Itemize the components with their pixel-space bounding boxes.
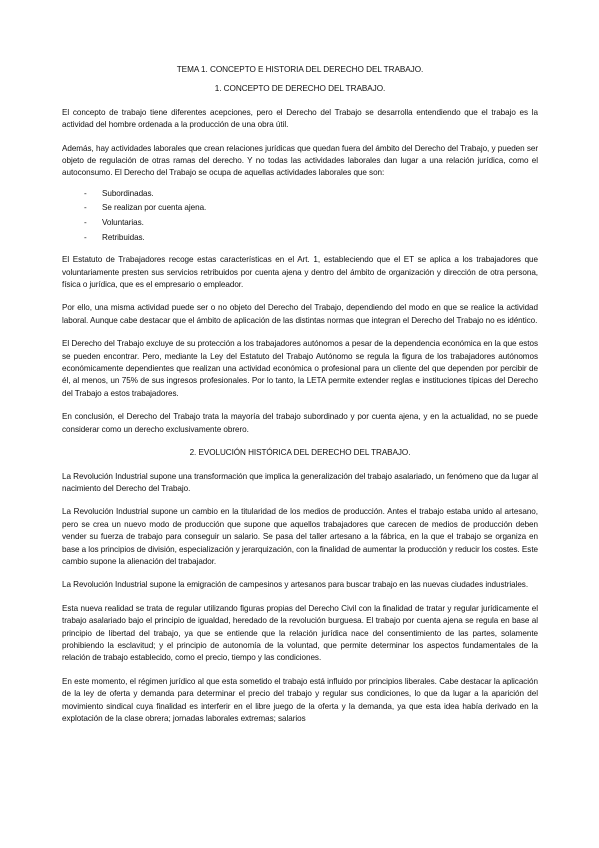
- list-item-text: Retribuidas.: [102, 232, 145, 242]
- list-item-text: Voluntarias.: [102, 218, 144, 228]
- document-title: TEMA 1. CONCEPTO E HISTORIA DEL DERECHO DEL TRABAJO.: [176, 65, 424, 74]
- list-item: [62, 217, 538, 232]
- paragraph: En conclusión, el Derecho del Trabajo trata la mayoría del trabajo subordinado y por cuenta ajena, y en la actualidad, no se puede considerar como un derecho exclusivamente obrero.: [62, 412, 538, 434]
- paragraph: La Revolución Industrial supone una transformación que implica la generalización del trabajo asalariado, un fenómeno que da lugar al nacimiento del Derecho del Trabajo.: [62, 471, 538, 493]
- activity-list: [62, 188, 538, 246]
- paragraph: El Derecho del Trabajo excluye de su protección a los trabajadores autónomos a pesar de la dependencia económica en la que estos se pueden encontrar. Pero, mediante la Ley del Estatuto del Trabajo Autónomo se regula la figura de los trabajadores autónomos económicamente dependientes que realizan una actividad económica o profesional para un cliente del que dependen por percibir de él, al menos, un 75% de sus ingresos profesionales. Por lo tanto, la LETA permite extender reglas e instituciones típicas del Derecho del Trabajo a estos trabajadores.: [62, 339, 538, 398]
- list-item-text: Se realizan por cuenta ajena.: [102, 203, 207, 213]
- list-marker: -: [84, 218, 87, 228]
- list-marker: -: [84, 232, 87, 242]
- list-item: [62, 232, 538, 247]
- paragraph: Además, hay actividades laborales que crean relaciones jurídicas que quedan fuera del ámbito del Derecho del Trabajo, y pueden ser objeto de regulación de otras ramas del derecho. Y no todas las actividades laborales dan lugar a una relación jurídica, como el autoconsumo. El Derecho del Trabajo se ocupa de aquellas actividades laborales que son:: [62, 143, 538, 178]
- list-item: [62, 202, 538, 217]
- paragraph: En este momento, el régimen jurídico al que esta sometido el trabajo está influido por principios liberales. Cabe destacar la aplicación de la ley de oferta y demanda para determinar el precio del trabajo y regular sus condiciones, lo que da lugar a la aparición del movimiento sindical cuya finalidad es interferir en el libre juego de la oferta y la demanda, ya que esta idea había derivado en la explotación de la clase obrera; jornadas laborales extremas; salarios: [62, 676, 538, 723]
- paragraph: El Estatuto de Trabajadores recoge estas características en el Art. 1, estableciendo que el ET se aplica a los trabajadores que voluntariamente presten sus servicios retribuidos por cuenta ajena y dentro del ámbito de organización y dirección de otra persona, física o jurídica, que es el empresario o empleador.: [62, 255, 538, 290]
- list-item: [62, 188, 538, 203]
- list-item-text: Subordinadas.: [102, 188, 154, 198]
- paragraph: La Revolución Industrial supone un cambio en la titularidad de los medios de producción. Antes el trabajo estaba unido al artesano, pero se crea un nuevo modo de producción que supone que aquellos trabajadores que carecen de medios de producción deben vender su fuerza de trabajo para conseguir un salario. Se pasa del taller artesano a la fábrica, en la que el trabajo se organiza en base a los principios de división, especialización y jerarquización, con la finalidad de aumentar la producción y reducir los costes. Este cambio supone la alienación del trabajador.: [62, 507, 538, 566]
- list-marker: -: [84, 203, 87, 213]
- paragraph: Esta nueva realidad se trata de regular utilizando figuras propias del Derecho Civil con la finalidad de tratar y regular jurídicamente el trabajo asalariado bajo el principio de igualdad, heredado de la revolución burguesa. El trabajo por cuenta ajena se regula en base al principio de libertad del trabajo, ya que se entiende que la relación jurídica nace del consentimiento de las partes, solamente prohibiendo la esclavitud; y el principio de autonomía de la voluntad, que permite determinar los aspectos fundamentales de la relación de trabajo establecido, como el precio, tiempo y las condiciones.: [62, 603, 538, 663]
- paragraph: Por ello, una misma actividad puede ser o no objeto del Derecho del Trabajo, dependiendo del modo en que se realice la actividad laboral. Aunque cabe destacar que el ámbito de aplicación de las distintas normas que integran el Derecho del Trabajo no es idéntico.: [62, 303, 538, 325]
- list-marker: -: [84, 188, 87, 198]
- paragraph: La Revolución Industrial supone la emigración de campesinos y artesanos para buscar trabajo en las nuevas ciudades industriales.: [62, 580, 529, 590]
- document-body: [62, 64, 538, 736]
- paragraph: El concepto de trabajo tiene diferentes acepciones, pero el Derecho del Trabajo se desarrolla entendiendo que el trabajo es la actividad del hombre ordenada a la producción de una obra útil.: [62, 107, 538, 130]
- section-2-heading: 2. EVOLUCIÓN HISTÓRICA DEL DERECHO DEL TRABAJO.: [189, 448, 411, 458]
- section-1-heading: 1. CONCEPTO DE DERECHO DEL TRABAJO.: [214, 84, 386, 94]
